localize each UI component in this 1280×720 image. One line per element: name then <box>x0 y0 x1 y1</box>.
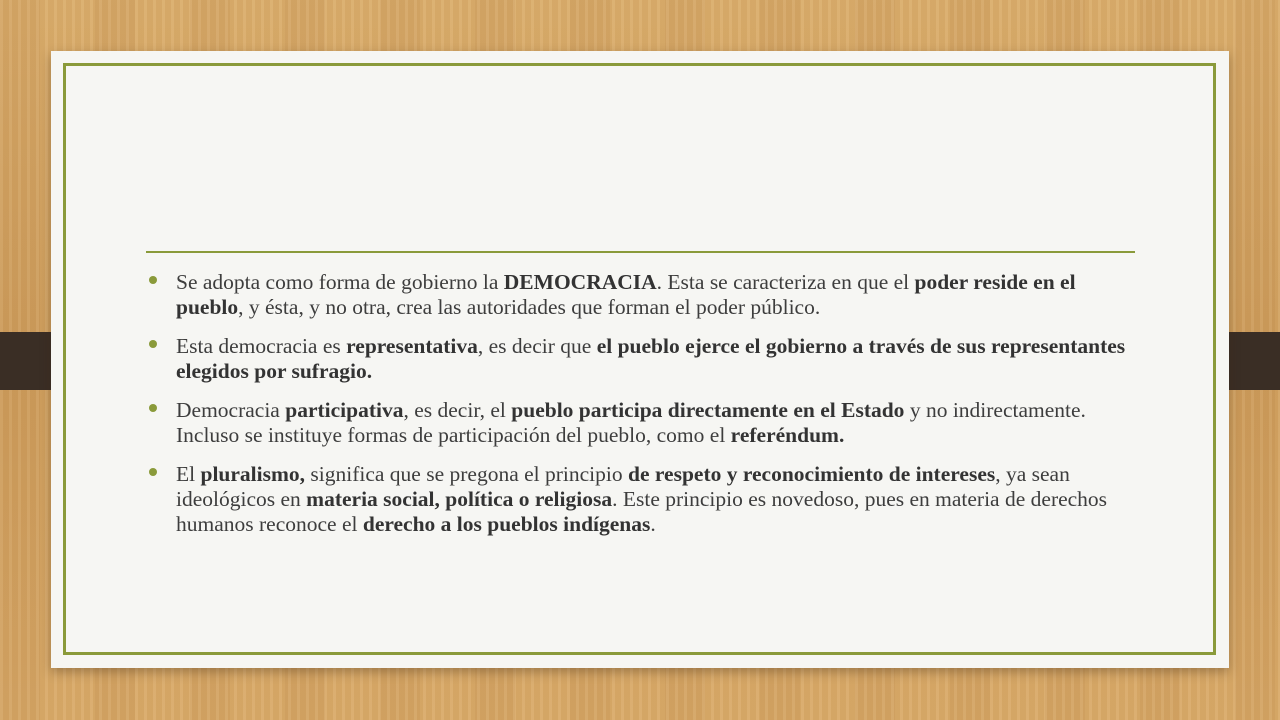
bullet-dot-icon <box>149 276 157 284</box>
text-run: , y ésta, y no otra, crea las autoridades que forman el poder público. <box>238 295 821 319</box>
text-run: y no indirectamente. Incluso se instituye formas de participación del pueblo, como el <box>176 398 1086 447</box>
bullet-dot-icon <box>149 404 157 412</box>
bullet-list <box>146 270 1146 537</box>
slide-body <box>146 270 1146 551</box>
text-run: , es decir que <box>477 334 597 358</box>
text-run: Se adopta como forma de gobierno la <box>176 270 504 294</box>
bold-run: pueblo participa directamente en el Estado <box>511 398 905 422</box>
text-run: significa que se pregona el principio <box>305 462 629 486</box>
bold-run: pluralismo, <box>200 462 306 486</box>
bullet-item <box>146 462 1146 537</box>
text-run: . Esta se caracteriza en que el <box>656 270 915 294</box>
text-run: Democracia <box>176 398 286 422</box>
text-run: El <box>176 462 201 486</box>
bullet-item <box>146 334 1146 384</box>
bullet-text <box>176 334 1125 383</box>
bold-run: el pueblo ejerce el gobierno a través de sus representantes elegidos por sufragio. <box>176 334 1126 383</box>
bold-run: referéndum. <box>730 423 845 447</box>
text-run: , ya sean ideológicos en <box>176 462 1070 511</box>
title-divider-line <box>146 251 1135 253</box>
bold-run: participativa <box>285 398 404 422</box>
bullet-item <box>146 270 1146 320</box>
text-run: . Este principio es novedoso, pues en materia de derechos humanos reconoce el <box>176 487 1108 536</box>
bullet-text <box>176 270 1076 319</box>
bullet-dot-icon <box>149 468 157 476</box>
bold-run: DEMOCRACIA <box>503 270 657 294</box>
bullet-text <box>176 462 1107 536</box>
bullet-item <box>146 398 1146 448</box>
text-run: . <box>650 512 656 536</box>
text-run: , es decir, el <box>403 398 512 422</box>
bullet-text <box>176 398 1086 447</box>
bold-run: representativa <box>346 334 478 358</box>
bold-run: de respeto y reconocimiento de intereses <box>628 462 996 486</box>
text-run: Esta democracia es <box>176 334 347 358</box>
bold-run: derecho a los pueblos indígenas <box>362 512 651 536</box>
bullet-dot-icon <box>149 340 157 348</box>
bold-run: poder reside en el pueblo <box>176 270 1076 319</box>
bold-run: materia social, política o religiosa <box>306 487 613 511</box>
